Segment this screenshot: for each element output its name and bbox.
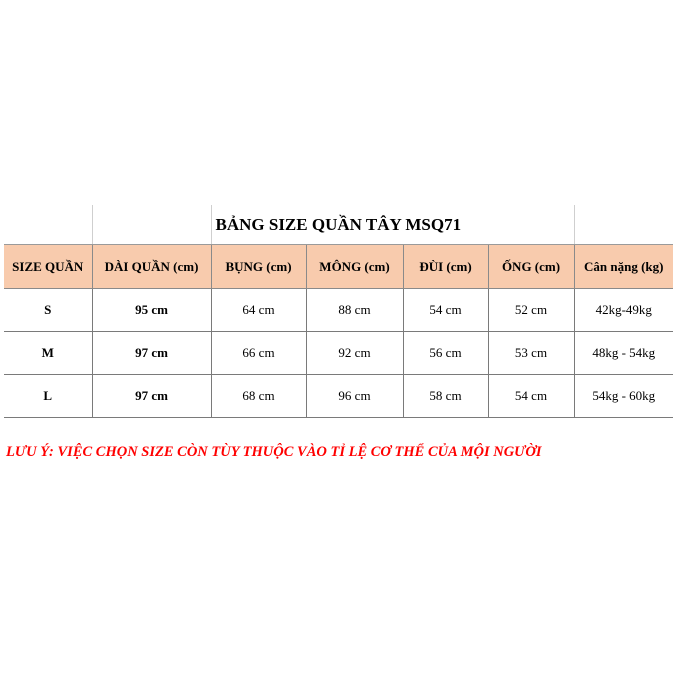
cell-waist: 66 cm — [211, 332, 306, 375]
cell-thigh: 56 cm — [403, 332, 488, 375]
header-size: SIZE QUẦN — [4, 245, 92, 289]
sizing-note: LƯU Ý: VIỆC CHỌN SIZE CÒN TÙY THUỘC VÀO TỈ LỆ CƠ THỂ CỦA MỘI NGƯỜI — [6, 444, 542, 460]
cell-leg-opening: 53 cm — [488, 332, 574, 375]
header-leg-opening: ỐNG (cm) — [488, 245, 574, 289]
cell-size: M — [4, 332, 92, 375]
cell-size: L — [4, 375, 92, 418]
cell-size: S — [4, 289, 92, 332]
cell-hip: 96 cm — [306, 375, 403, 418]
cell-leg-opening: 52 cm — [488, 289, 574, 332]
title-cell-blank — [92, 205, 211, 245]
table-row — [4, 375, 673, 418]
cell-weight: 48kg - 54kg — [574, 332, 673, 375]
cell-weight: 54kg - 60kg — [574, 375, 673, 418]
size-chart — [4, 205, 673, 418]
cell-waist: 64 cm — [211, 289, 306, 332]
size-table — [4, 205, 673, 418]
title-cell-blank — [4, 205, 92, 245]
cell-thigh: 58 cm — [403, 375, 488, 418]
header-thigh: ĐÙI (cm) — [403, 245, 488, 289]
header-row — [4, 245, 673, 289]
header-waist: BỤNG (cm) — [211, 245, 306, 289]
cell-length: 97 cm — [92, 375, 211, 418]
cell-length: 97 cm — [92, 332, 211, 375]
table-title: BẢNG SIZE QUẦN TÂY MSQ71 — [211, 205, 574, 245]
cell-hip: 88 cm — [306, 289, 403, 332]
table-row — [4, 289, 673, 332]
cell-length: 95 cm — [92, 289, 211, 332]
cell-waist: 68 cm — [211, 375, 306, 418]
cell-weight: 42kg-49kg — [574, 289, 673, 332]
header-length: DÀI QUẦN (cm) — [92, 245, 211, 289]
cell-leg-opening: 54 cm — [488, 375, 574, 418]
title-row — [4, 205, 673, 245]
cell-thigh: 54 cm — [403, 289, 488, 332]
table-row — [4, 332, 673, 375]
title-cell-blank — [574, 205, 673, 245]
cell-hip: 92 cm — [306, 332, 403, 375]
header-weight: Cân nặng (kg) — [574, 245, 673, 289]
header-hip: MÔNG (cm) — [306, 245, 403, 289]
